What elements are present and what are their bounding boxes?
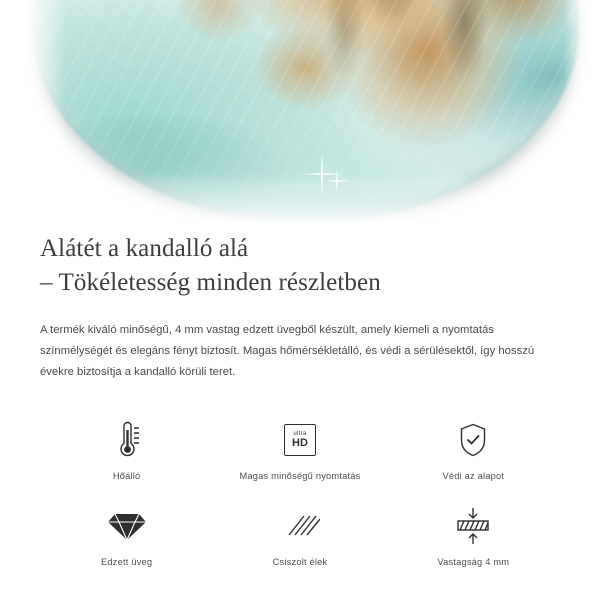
thickness-arrows-icon [451, 503, 495, 549]
feature-item-print-quality [213, 417, 386, 481]
feature-item-thickness [387, 503, 560, 567]
hero-image [0, 0, 600, 222]
headline-line-2: – Tökéletesség minden részletben [40, 269, 381, 296]
feature-item-heat-resistant [40, 417, 213, 481]
feature-label: Csiszolt élek [272, 557, 328, 567]
diamond-icon [107, 503, 147, 549]
feature-item-surface-protection [387, 417, 560, 481]
feature-label: Edzett üveg [101, 557, 153, 567]
headline-line-1: Alátét a kandalló alá [40, 235, 249, 262]
ultra-hd-badge-icon [284, 417, 316, 463]
feature-item-tempered-glass [40, 503, 213, 567]
badge-bottom-text: HD [292, 437, 308, 449]
feature-grid [40, 417, 560, 567]
feature-label: Vastagság 4 mm [437, 557, 510, 567]
content-section [0, 222, 600, 567]
feature-label: Védi az alapot [442, 471, 505, 481]
shield-check-icon [456, 417, 490, 463]
product-description: A termék kiváló minőségű, 4 mm vastag edzett üvegből készült, amely kiemeli a nyomtatás színmélységét és elegáns fényt biztosít. Magas hőmérsékletálló, és védi a sérülésektől, így hosszú évekre biztosítja a kandalló körüli teret. [40, 324, 535, 378]
feature-label: Magas minőségű nyomtatás [239, 471, 361, 481]
thermometer-icon [110, 417, 144, 463]
page-title [40, 222, 560, 300]
badge-top-text: ultra [293, 431, 307, 437]
polished-edges-icon [280, 503, 320, 549]
feature-label: Hőálló [112, 471, 141, 481]
feature-item-polished-edges [213, 503, 386, 567]
glass-board-image [32, 0, 580, 222]
